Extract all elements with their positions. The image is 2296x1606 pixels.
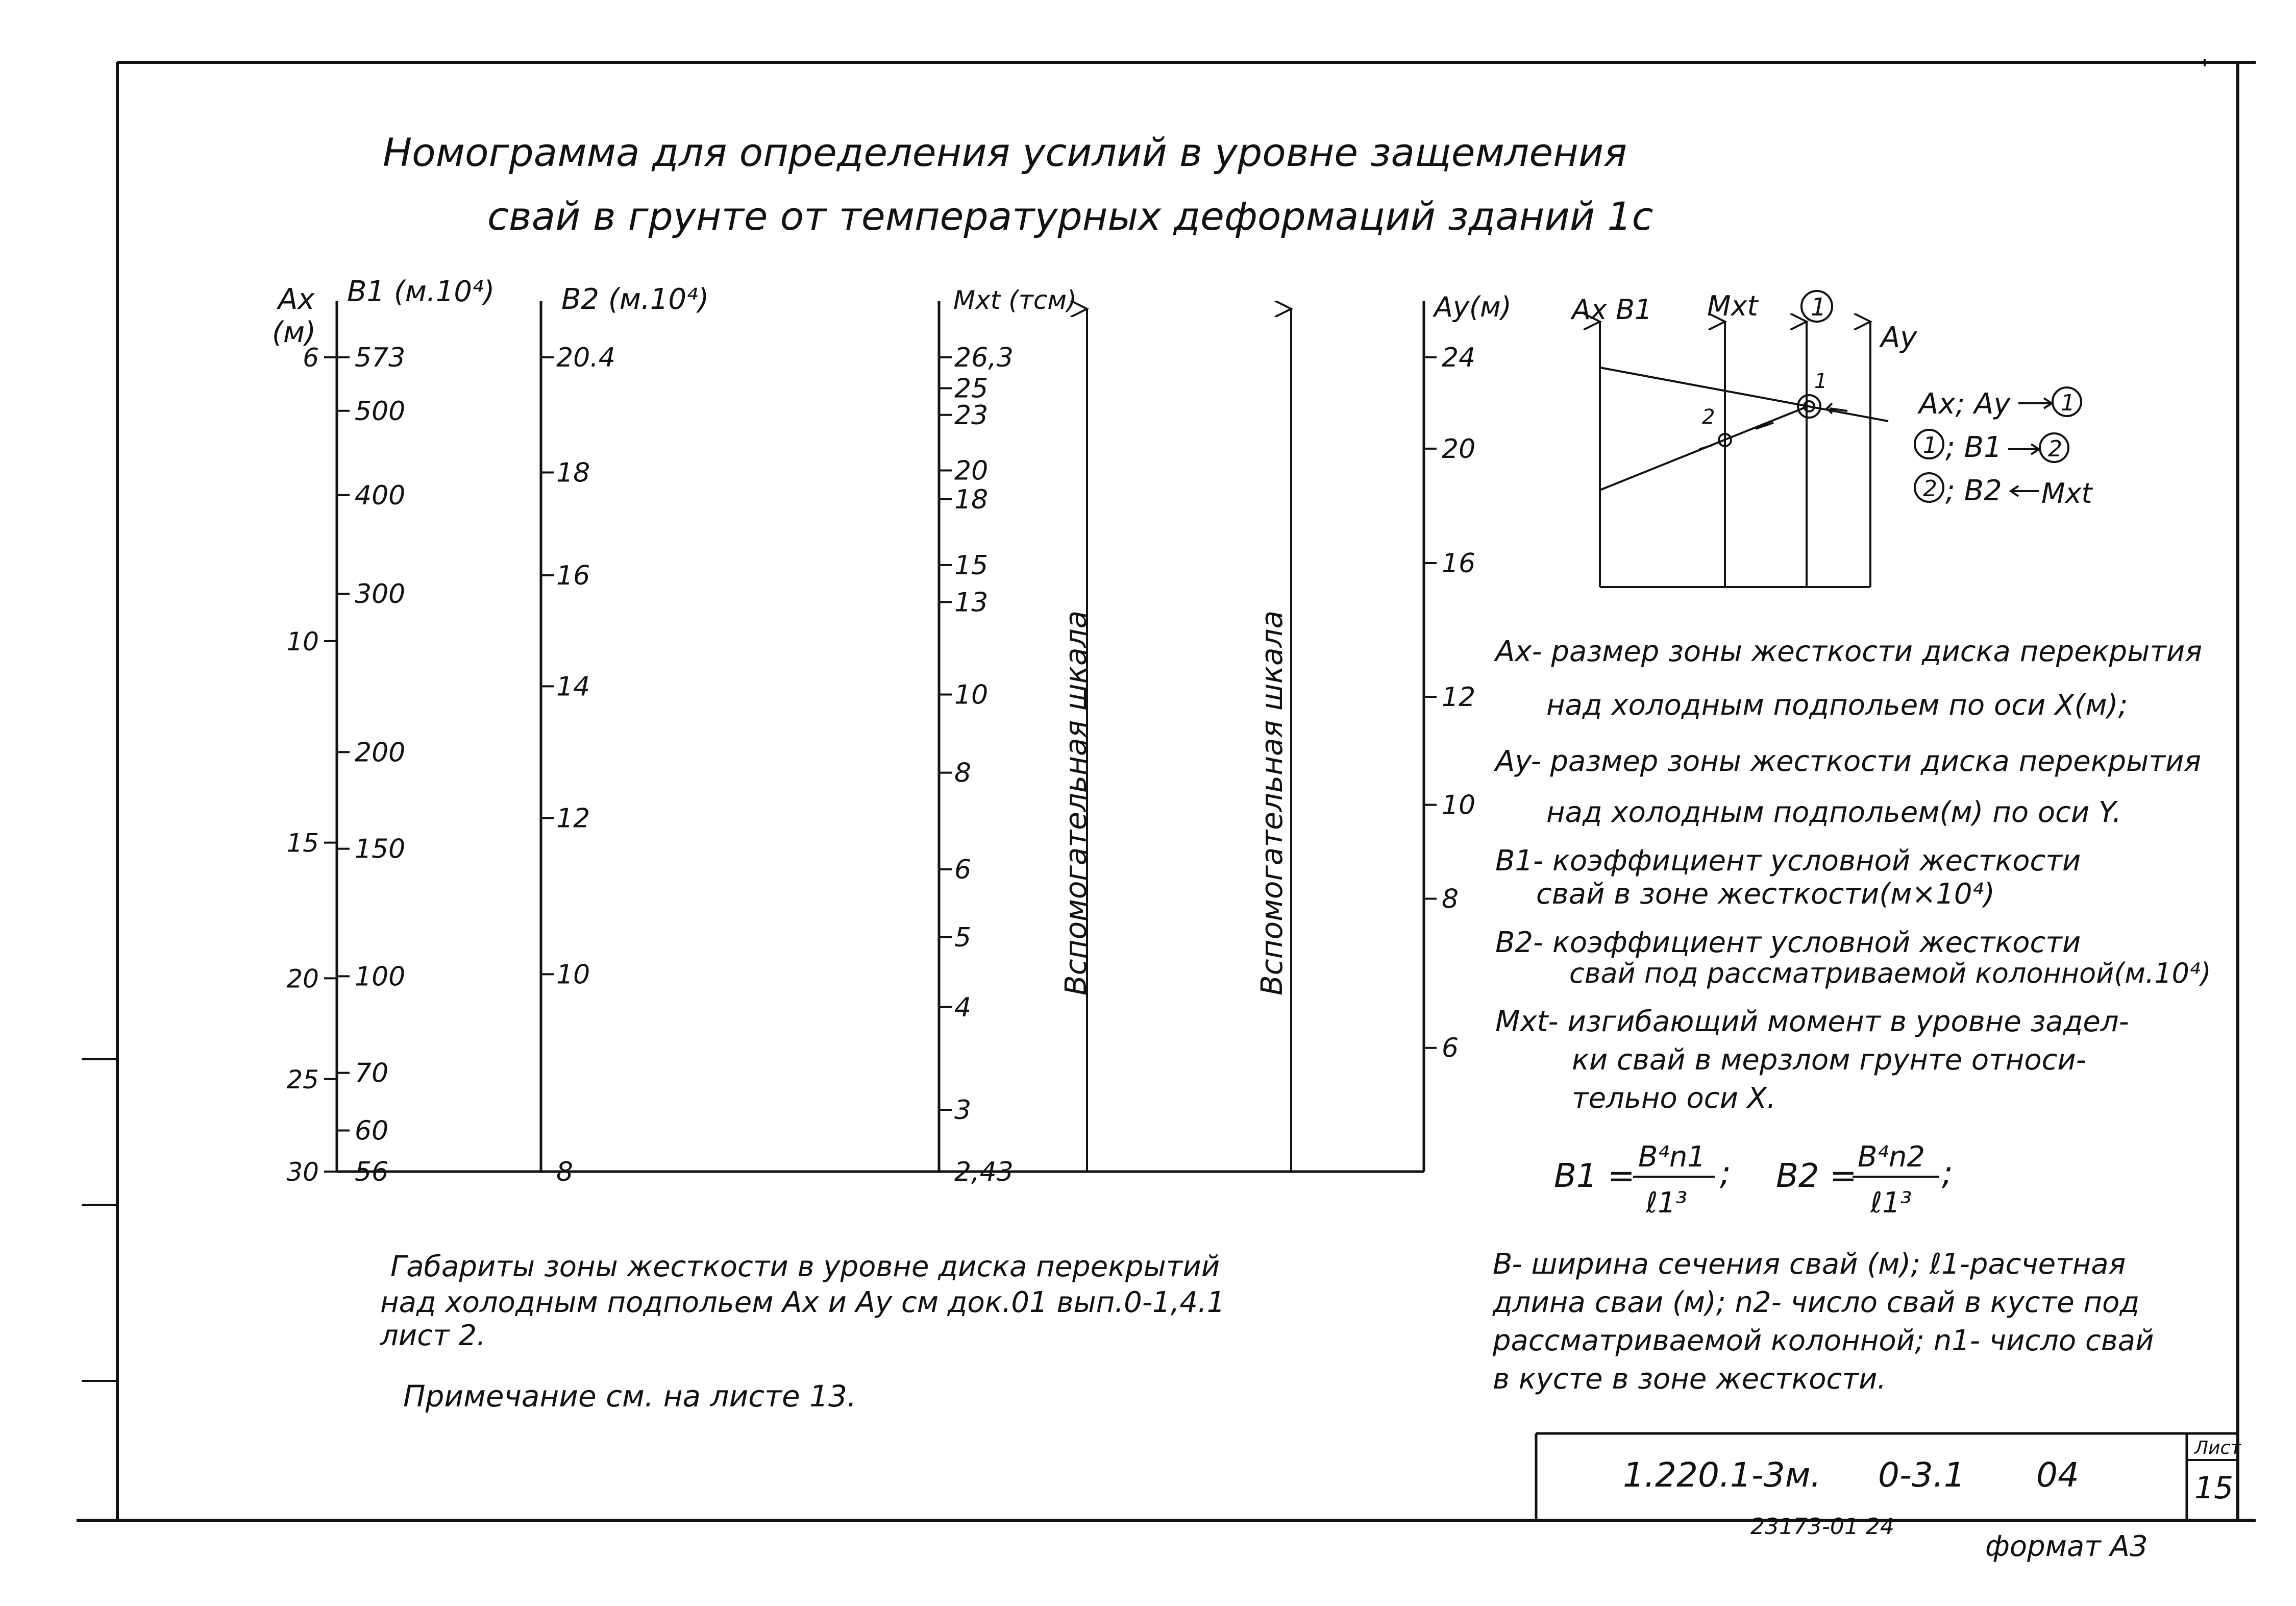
stamp-section: 0-3.1 bbox=[1878, 1455, 1965, 1495]
ay-tick-label: 12 bbox=[1442, 682, 1476, 713]
ax-axis-unit: (м) bbox=[272, 316, 316, 349]
key-step-2-text: ; B1 bbox=[1945, 431, 2002, 464]
ay-tick-label: 8 bbox=[1442, 884, 1459, 915]
dimensions-line-1: Габариты зоны жесткости в уровне диска перекрытий bbox=[390, 1250, 1220, 1283]
mxt-tick-label: 26,3 bbox=[954, 343, 1014, 373]
ax-tick-label: 10 bbox=[286, 626, 319, 656]
ax-tick-label: 20 bbox=[286, 964, 319, 994]
b1-tick-label: 300 bbox=[355, 579, 406, 610]
definition-line: над холодным подпольем(м) по оси Y. bbox=[1546, 796, 2121, 829]
mxt-tick-label: 13 bbox=[954, 587, 989, 618]
formula-b2-denominator: ℓ1³ bbox=[1870, 1186, 1912, 1220]
mxt-tick-label: 6 bbox=[954, 854, 972, 885]
stamp-sheet-label: Лист bbox=[2194, 1438, 2241, 1458]
key-step-3-target: Mxt bbox=[2041, 477, 2092, 509]
key-steps bbox=[1915, 387, 2093, 509]
formula-b1-denominator: ℓ1³ bbox=[1646, 1186, 1688, 1220]
b1-tick-label: 573 bbox=[355, 343, 406, 373]
mxt-tick-label: 15 bbox=[954, 550, 989, 581]
mxt-axis-label: Mxt (тсм) bbox=[953, 285, 1077, 315]
definition-line: Ay- размер зоны жесткости диска перекрытия bbox=[1495, 745, 2202, 778]
ax-scale-ticks bbox=[286, 343, 337, 1187]
mxt-scale-ticks bbox=[939, 343, 1014, 1187]
paper-format: формат А3 bbox=[1985, 1530, 2148, 1563]
definition-line: Mxt- изгибающий момент в уровне задел- bbox=[1495, 1005, 2129, 1038]
mxt-tick-label: 4 bbox=[954, 992, 972, 1023]
key-step-3-source: 2 bbox=[1923, 476, 1937, 502]
key-step-2-target: 2 bbox=[2048, 436, 2062, 462]
variables-line-4: в кусте в зоне жесткости. bbox=[1493, 1362, 1887, 1396]
ax-axis-label: Ax bbox=[278, 283, 315, 316]
definitions bbox=[1494, 635, 2211, 1115]
ay-tick-label: 6 bbox=[1442, 1033, 1459, 1064]
definition-line: тельно оси X. bbox=[1572, 1082, 1776, 1115]
dimensions-line-3: лист 2. bbox=[380, 1319, 486, 1352]
key-diagram bbox=[1570, 290, 1917, 587]
b2-tick-label: 18 bbox=[556, 457, 590, 489]
formula-b2-numerator: B⁴n2 bbox=[1858, 1140, 1925, 1174]
ax-tick-label: 30 bbox=[286, 1157, 319, 1187]
b1-tick-label: 150 bbox=[355, 834, 406, 865]
formula-b2-lhs: B2 = bbox=[1776, 1157, 1857, 1195]
variables-line-3: рассматриваемой колонной; n1- число свай bbox=[1493, 1324, 2154, 1357]
formula-b1-lhs: B1 = bbox=[1554, 1157, 1635, 1195]
ay-tick-label: 16 bbox=[1442, 548, 1476, 579]
definition-line: свай в зоне жесткости(м×10⁴) bbox=[1536, 878, 1995, 911]
archive-number: 23173-01 24 bbox=[1750, 1514, 1894, 1540]
stamp-sheet-number: 15 bbox=[2194, 1470, 2234, 1506]
aux-scale-label-2: Вспомогательная шкала bbox=[1254, 610, 1289, 995]
variables-line-1: B- ширина сечения свай (м); ℓ1-расчетная bbox=[1493, 1248, 2126, 1281]
title-line-2: свай в грунте от температурных деформаций зданий 1с bbox=[487, 193, 1653, 239]
key-axis-mxt: Mxt bbox=[1707, 290, 1758, 322]
b2-tick-label: 12 bbox=[556, 803, 590, 834]
stamp-number: 04 bbox=[2036, 1455, 2079, 1495]
ay-scale-ticks bbox=[1424, 343, 1475, 1064]
b2-tick-label: 10 bbox=[556, 959, 590, 990]
dimensions-line-2: над холодным подпольем Ax и Ay см док.01 вып.0-1,4.1 bbox=[380, 1286, 1225, 1319]
b2-tick-label: 16 bbox=[556, 560, 590, 591]
mxt-tick-label: 18 bbox=[954, 484, 989, 515]
b2-scale-ticks bbox=[541, 343, 615, 1187]
formula-end: ; bbox=[1942, 1155, 1953, 1193]
mxt-tick-label: 10 bbox=[954, 679, 989, 711]
b1-tick-label: 200 bbox=[355, 737, 406, 768]
formula-b1-numerator: B⁴n1 bbox=[1638, 1140, 1706, 1174]
mxt-tick-label: 25 bbox=[954, 373, 989, 404]
mxt-tick-label: 8 bbox=[954, 758, 972, 789]
key-step-2-source: 1 bbox=[1923, 432, 1937, 458]
b1-tick-label: 500 bbox=[355, 396, 406, 427]
b1-tick-label: 100 bbox=[355, 961, 406, 992]
definition-line: ки свай в мерзлом грунте относи- bbox=[1572, 1043, 2086, 1077]
key-point-1-label: 1 bbox=[1814, 370, 1828, 393]
b1-tick-label: 70 bbox=[355, 1058, 389, 1089]
ax-tick-label: 25 bbox=[286, 1064, 319, 1094]
formula-separator: ; bbox=[1720, 1155, 1731, 1193]
stamp-doc-code: 1.220.1-3м. bbox=[1623, 1455, 1821, 1495]
aux-scale-label-1: Вспомогательная шкала bbox=[1058, 610, 1093, 995]
title-block bbox=[1536, 1433, 2241, 1520]
b2-tick-label: 20.4 bbox=[556, 343, 615, 373]
ay-tick-label: 20 bbox=[1442, 433, 1476, 465]
ay-tick-label: 24 bbox=[1442, 343, 1476, 373]
b1-scale-ticks bbox=[337, 343, 405, 1187]
key-step-3-text: ; B2 bbox=[1945, 474, 2002, 507]
b1-tick-label: 400 bbox=[355, 480, 406, 511]
remark-note: Примечание см. на листе 13. bbox=[403, 1379, 857, 1414]
variables-notes bbox=[1492, 1248, 2154, 1396]
definition-line: свай под рассматриваемой колонной(м.10⁴) bbox=[1569, 957, 2211, 989]
mxt-tick-label: 5 bbox=[954, 922, 972, 953]
definition-line: Ax- размер зоны жесткости диска перекрытия bbox=[1495, 635, 2203, 668]
key-step-1-text: Ax; Ay bbox=[1919, 387, 2011, 421]
variables-line-2: длина сваи (м); n2- число свай в кусте под bbox=[1493, 1286, 2140, 1319]
ax-tick-label: 6 bbox=[303, 343, 319, 373]
key-step-1-target: 1 bbox=[2061, 390, 2075, 416]
definition-line: B2- коэффициент условной жесткости bbox=[1495, 926, 2081, 959]
b1-axis-label: B1 (м.10⁴) bbox=[347, 275, 495, 308]
definition-line: B1- коэффициент условной жесткости bbox=[1495, 844, 2081, 878]
mxt-tick-label: 20 bbox=[954, 455, 989, 486]
formulas bbox=[1554, 1140, 1953, 1220]
b1-tick-label: 56 bbox=[355, 1157, 389, 1187]
b2-tick-label: 14 bbox=[556, 671, 590, 702]
key-axis-point-1: 1 bbox=[1811, 293, 1826, 322]
b2-tick-label: 8 bbox=[556, 1157, 574, 1187]
mxt-tick-label: 2,43 bbox=[954, 1157, 1014, 1187]
key-axis-ax-b1: Ax B1 bbox=[1572, 294, 1652, 326]
mxt-tick-label: 23 bbox=[954, 400, 989, 431]
title-line-1: Номограмма для определения усилий в уровне защемления bbox=[383, 130, 1627, 175]
key-axis-ay: Ay bbox=[1881, 321, 1917, 354]
b2-axis-label: B2 (м.10⁴) bbox=[561, 283, 709, 316]
ay-tick-label: 10 bbox=[1442, 790, 1476, 821]
ay-axis-label: Ay(м) bbox=[1434, 291, 1512, 323]
definition-line: над холодным подпольем по оси X(м); bbox=[1546, 689, 2128, 722]
mxt-tick-label: 3 bbox=[954, 1095, 972, 1126]
key-point-2-label: 2 bbox=[1702, 405, 1715, 429]
ax-tick-label: 15 bbox=[286, 828, 319, 858]
b1-tick-label: 60 bbox=[355, 1115, 389, 1147]
dimensions-note bbox=[380, 1250, 1225, 1414]
